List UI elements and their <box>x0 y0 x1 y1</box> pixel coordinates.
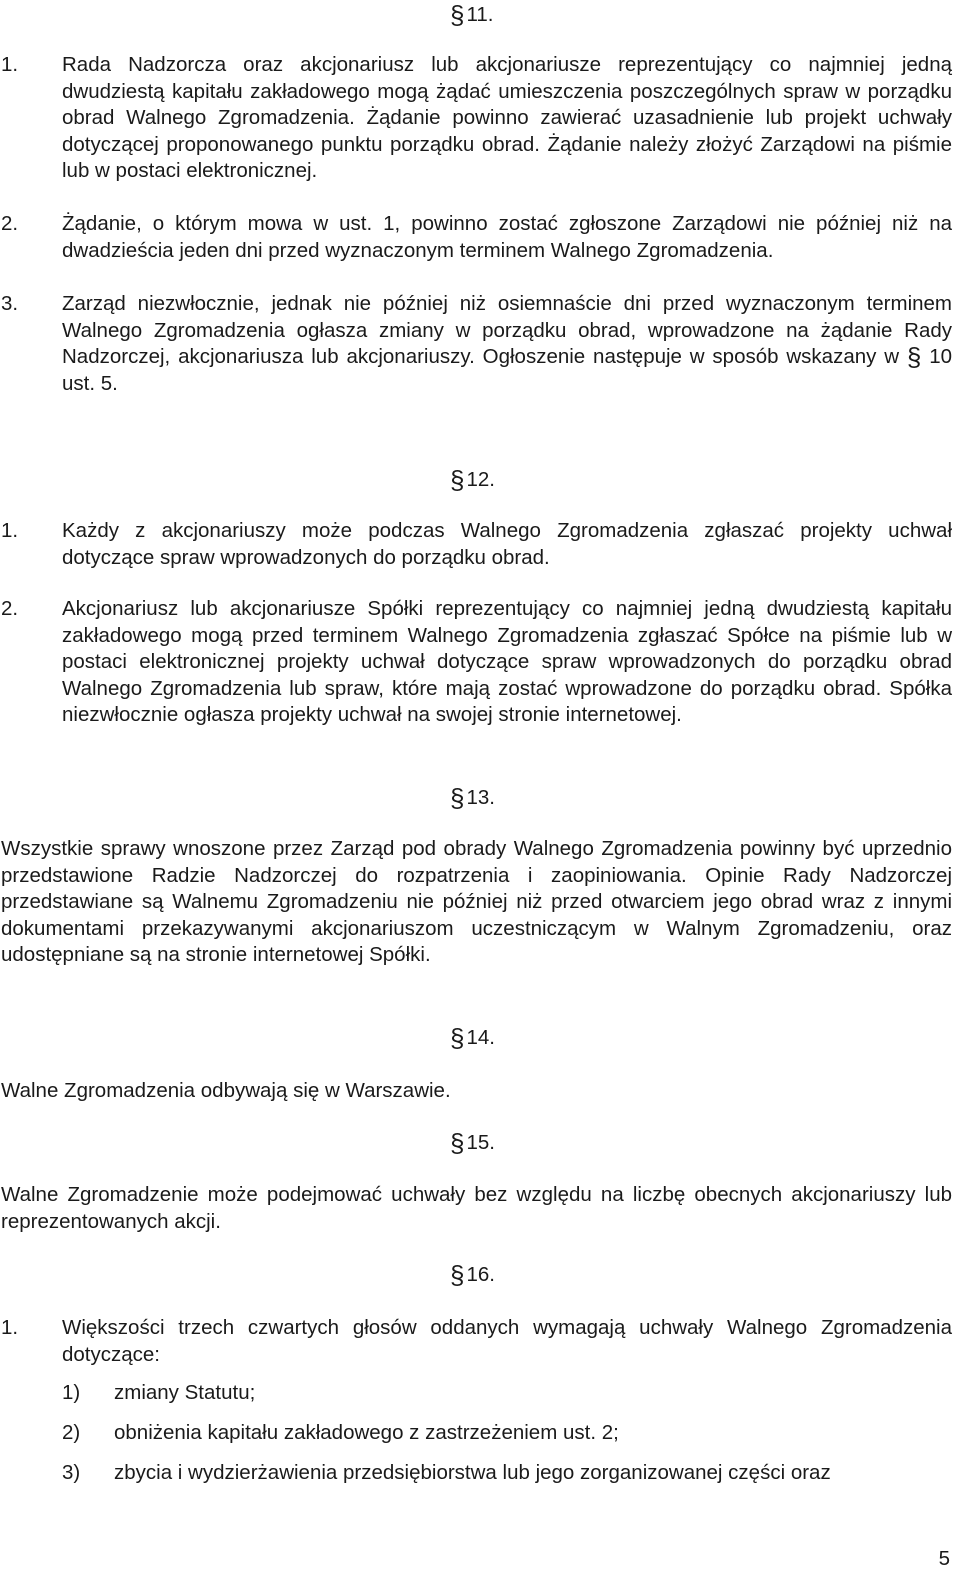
section-heading-13: §13. <box>450 783 495 813</box>
paragraph-text: Walne Zgromadzenia odbywają się w Warszawie. <box>1 1079 451 1102</box>
section-heading-12: §12. <box>450 465 495 495</box>
paragraph-number: 1. <box>1 519 19 542</box>
section-symbol: § <box>450 1023 465 1053</box>
section-symbol: § <box>450 1128 465 1158</box>
section-heading-16: §16. <box>450 1260 495 1290</box>
paragraph-text: Każdy z akcjonariuszy może podczas Walnego Zgromadzenia zgłaszać projekty uchwał dotyczące spraw wprowadzonych do porządku obrad. <box>62 519 952 569</box>
paragraph-text: Wszystkie sprawy wnoszone przez Zarząd pod obrady Walnego Zgromadzenia powinny być uprzednio przedstawione Radzie Nadzorczej do rozpatrzenia i zaopiniowania. Opinie Rady Nadzorczej przedstawiane są Walnemu Zgromadzeniu nie później niż przed otwarciem jego obrad wraz z innymi dokumentami przekazywanymi akcjonariuszom uczestniczącym w Walnym Zgromadzeniu, oraz udostępniane są na stronie internetowej Spółki. <box>1 837 952 966</box>
list-item-text: zbycia i wydzierżawienia przedsiębiorstwa lub jego zorganizowanej części oraz <box>114 1461 831 1484</box>
section-symbol: § <box>906 342 922 372</box>
list-item-text: obniżenia kapitału zakładowego z zastrzeżeniem ust. 2; <box>114 1421 619 1444</box>
paragraph-text: Zarząd niezwłocznie, jednak nie później niż osiemnaście dni przed wyznaczonym terminem Walnego Zgromadzenia ogłasza zmiany w porządku obrad, wprowadzone na żądanie Rady Nadzorczej, akcjonariusza lub akcjonariuszy. Ogłoszenie następuje w sposób wskazany w § 10 ust. 5. <box>62 292 952 395</box>
list-item-number: 2) <box>62 1421 81 1444</box>
section-heading-15: §15. <box>450 1128 495 1158</box>
page-number: 5 <box>938 1547 950 1570</box>
section-symbol: § <box>450 783 465 813</box>
section-symbol: § <box>450 465 465 495</box>
paragraph-number: 1. <box>1 1316 19 1339</box>
section-heading-11: §11. <box>450 0 494 30</box>
paragraph-number: 2. <box>1 597 19 620</box>
list-item-number: 3) <box>62 1461 81 1484</box>
section-symbol: § <box>450 1260 465 1290</box>
paragraph-text: Rada Nadzorcza oraz akcjonariusz lub akcjonariusze reprezentujący co najmniej jedną dwudziestą kapitału zakładowego mogą żądać umieszczenia poszczególnych spraw w porządku obrad Walnego Zgromadzenia. Żądanie powinno zawierać uzasadnienie lub projekt uchwały dotyczącej proponowanego punktu porządku obrad. Żądanie należy złożyć Zarządowi na piśmie lub w postaci elektronicznej. <box>62 53 952 182</box>
section-heading-14: §14. <box>450 1023 495 1053</box>
list-item-text: zmiany Statutu; <box>114 1381 256 1404</box>
paragraph-text: Żądanie, o którym mowa w ust. 1, powinno zostać zgłoszone Zarządowi nie później niż na dwadzieścia jeden dni przed wyznaczonym terminem Walnego Zgromadzenia. <box>62 212 952 262</box>
paragraph-text: Większości trzech czwartych głosów oddanych wymagają uchwały Walnego Zgromadzenia dotyczące: <box>62 1316 952 1366</box>
paragraph-text: Akcjonariusz lub akcjonariusze Spółki reprezentujący co najmniej jedną dwudziestą kapitału zakładowego mogą przed terminem Walnego Zgromadzenia zgłaszać Spółce na piśmie lub w postaci elektronicznej projekty uchwał dotyczące spraw wprowadzonych do porządku obrad Walnego Zgromadzenia lub spraw, które mają zostać wprowadzone do porządku obrad. Spółka niezwłocznie ogłasza projekty uchwał na swojej stronie internetowej. <box>62 597 952 726</box>
list-item-number: 1) <box>62 1381 81 1404</box>
paragraph-number: 3. <box>1 292 19 315</box>
paragraph-number: 1. <box>1 53 19 76</box>
paragraph-text: Walne Zgromadzenie może podejmować uchwały bez względu na liczbę obecnych akcjonariuszy lub reprezentowanych akcji. <box>1 1183 952 1233</box>
paragraph-number: 2. <box>1 212 19 235</box>
section-symbol: § <box>450 0 465 30</box>
